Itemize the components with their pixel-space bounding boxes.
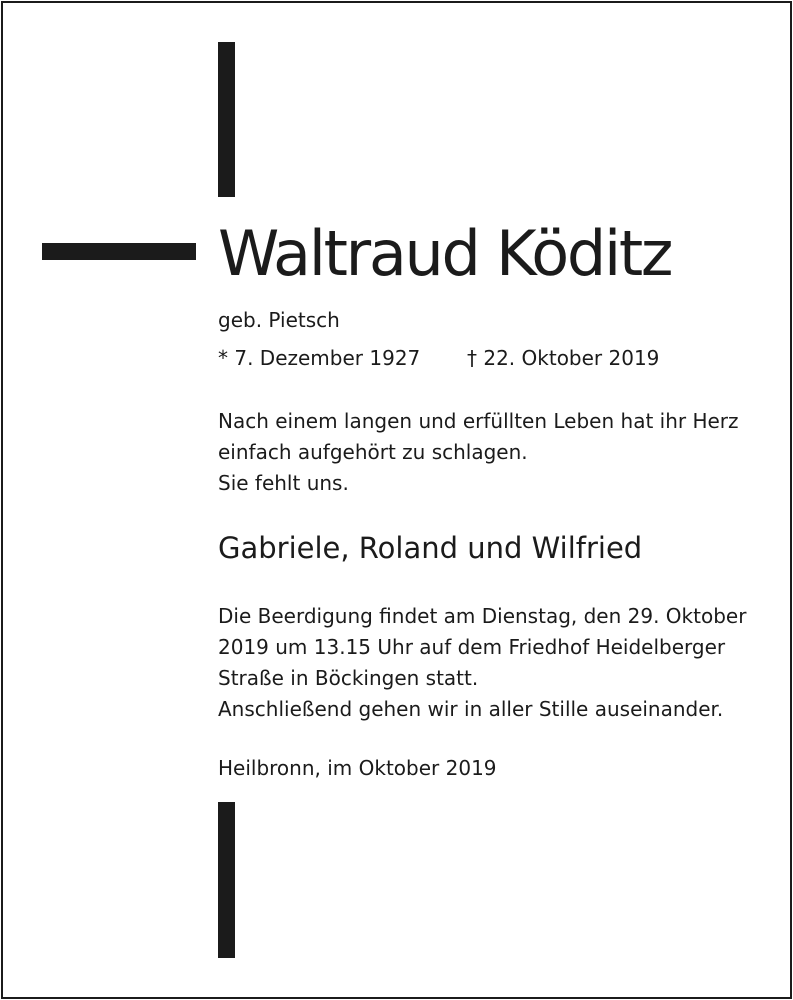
death-date: † 22. Oktober 2019 <box>467 346 660 370</box>
funeral-line: Die Beerdigung findet am Dienstag, den 29. Oktober <box>218 604 747 628</box>
cross-bottom-bar <box>218 802 235 958</box>
cross-arm-bar <box>42 243 196 260</box>
memorial-message <box>218 406 739 499</box>
ad-border <box>1 1 792 999</box>
message-line: einfach aufgehört zu schlagen. <box>218 440 528 464</box>
birth-date: * 7. Dezember 1927 <box>218 346 421 370</box>
cross-top-bar <box>218 42 235 197</box>
message-line: Sie fehlt uns. <box>218 471 349 495</box>
funeral-details <box>218 601 746 725</box>
place-and-date: Heilbronn, im Oktober 2019 <box>218 756 497 780</box>
funeral-line: Anschließend gehen wir in aller Stille auseinander. <box>218 697 724 721</box>
funeral-line: Straße in Böckingen statt. <box>218 666 479 690</box>
message-line: Nach einem langen und erfüllten Leben hat ihr Herz <box>218 409 739 433</box>
maiden-name: geb. Pietsch <box>218 308 340 332</box>
deceased-name: Waltraud Köditz <box>218 217 672 290</box>
funeral-line: 2019 um 13.15 Uhr auf dem Friedhof Heidelberger <box>218 635 726 659</box>
mourners-names: Gabriele, Roland und Wilfried <box>218 531 643 565</box>
